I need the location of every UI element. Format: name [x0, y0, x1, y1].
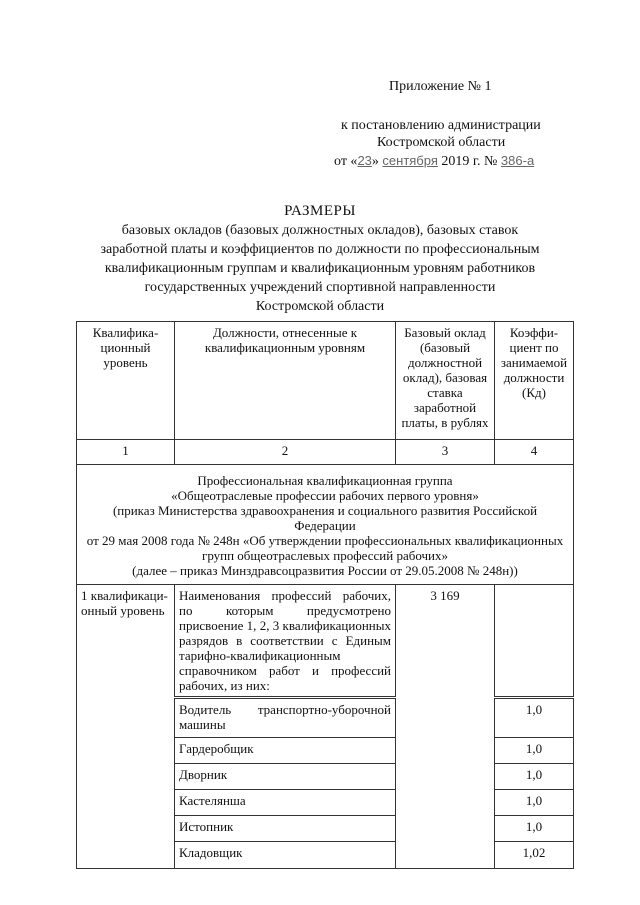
group-row	[77, 465, 574, 585]
group-line: от 29 мая 2008 года № 248н «Об утверждении профессиональных квалификационных	[86, 533, 564, 548]
title-line: базовых окладов (базовых должностных окладов), базовых ставок	[121, 223, 519, 238]
header-coefficient: Коэффи-циент по занимаемой должности (Кд)	[495, 322, 574, 440]
handwritten-day: 23	[357, 153, 372, 168]
group-line: (приказ Министерства здравоохранения и социального развития Российской Федерации	[112, 503, 538, 533]
position-name: Гардеробщик	[175, 738, 396, 764]
title-main: РАЗМЕРЫ	[284, 203, 356, 219]
intro-cell: Наименования профессий рабочих, по которым предусмотрено присвоение 1, 2, 3 квалификационных разрядов в соответствии с Единым тарифно-квалификационным справочником работ и профессий рабочих, из них:	[175, 585, 396, 698]
column-number-row	[77, 440, 574, 465]
position-name: Истопник	[175, 816, 396, 842]
position-name: Кладовщик	[175, 842, 396, 869]
position-coef: 1,0	[495, 764, 574, 790]
title-line: Костромской области	[255, 299, 385, 314]
column-number: 4	[495, 440, 574, 465]
position-name: Дворник	[175, 764, 396, 790]
position-name: Кастелянша	[175, 790, 396, 816]
date-prefix: от «	[334, 154, 358, 169]
handwritten-month: сентября	[382, 153, 438, 168]
group-description	[77, 465, 574, 585]
salary-table	[76, 321, 574, 869]
decree-date-line: от «23» сентября 2019 г. № 386-а	[334, 153, 535, 169]
group-line: «Общеотраслевые профессии рабочих первого уровня»	[171, 488, 479, 503]
title-line: государственных учреждений спортивной направленности	[144, 280, 496, 295]
table-header-row	[77, 322, 574, 440]
coef-cell-empty	[495, 585, 574, 698]
decree-line-1: к постановлению администрации	[341, 118, 541, 133]
header-base-salary: Базовый оклад (базовый должностной оклад), базовая ставка заработной платы, в рублях	[396, 322, 495, 440]
position-name: Водитель транспортно-уборочной машины	[175, 698, 396, 738]
position-coef: 1,0	[495, 816, 574, 842]
title-line: квалификационным группам и квалификационным уровням работников	[104, 261, 536, 276]
column-number: 1	[77, 440, 175, 465]
group-line: Профессиональная квалификационная группа	[197, 473, 453, 488]
qual-level-cell: 1 квалификаци-онный уровень	[77, 585, 175, 869]
header-positions: Должности, отнесенные к квалификационным уровням	[175, 322, 396, 440]
group-line: групп общеотраслевых профессий рабочих»	[201, 548, 449, 563]
title-line: заработной платы и коэффициентов по должности по профессиональным	[100, 242, 540, 257]
position-coef: 1,0	[495, 790, 574, 816]
document-title	[0, 202, 640, 316]
table-row	[77, 585, 574, 698]
decree-line-2: Костромской области	[377, 135, 506, 150]
position-coef: 1,0	[495, 698, 574, 738]
year-and-number-label: 2019 г. №	[441, 154, 498, 169]
group-line: (далее – приказ Минздравсоцразвития России от 29.05.2008 № 248н))	[132, 563, 518, 578]
column-number: 2	[175, 440, 396, 465]
handwritten-number: 386-а	[500, 153, 535, 168]
appendix-label: Приложение № 1	[389, 79, 492, 94]
position-coef: 1,02	[495, 842, 574, 869]
column-number: 3	[396, 440, 495, 465]
base-salary-cell: 3 169	[396, 585, 495, 869]
position-coef: 1,0	[495, 738, 574, 764]
header-qual-level: Квалифика-ционный уровень	[77, 322, 175, 440]
